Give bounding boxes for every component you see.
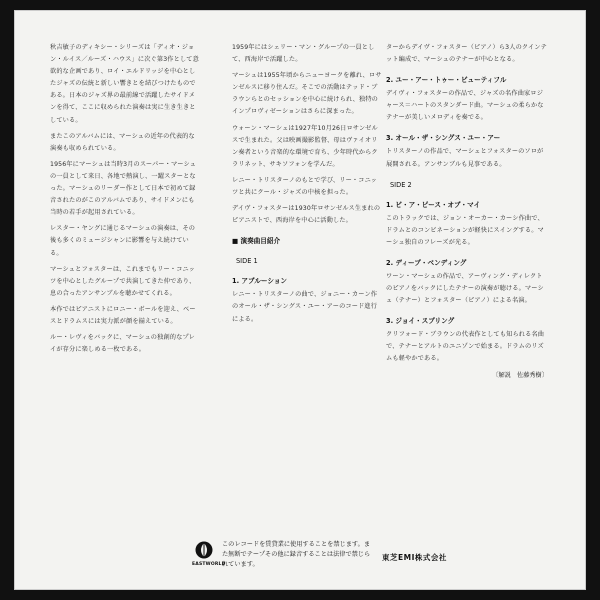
side-1-label: SIDE 1 — [236, 257, 258, 266]
track-description: ワーン・マーシュの作品で、アーヴィング・ディレクトのピアノをバックにしたテナーの演奏が聴ける。マーシュ（テナー）とフォスター（ピアノ）による名演。 — [386, 272, 544, 305]
column-2 — [232, 42, 382, 330]
rental-notice: このレコードを賃貸業に使用することを禁じます。また無断でテープその他に録音することは法律で禁じられています。 — [222, 541, 371, 568]
track-description: トリスターノの作品で、マーシュとフォスターのソロが展開される。アンサンブルも見事である。 — [386, 148, 544, 168]
paragraph: ウォーン・マーシュは1927年10月26日ロサンゼルスで生まれた。父は映画撮影監督、母はヴァイオリン奏者という音楽的な環境で育ち、少年時代からクラリネット、サキソフォンを学んだ。 — [232, 124, 378, 168]
track-title: 3. ジョイ・スプリング — [386, 317, 455, 326]
column-1 — [50, 42, 200, 360]
logo-wordmark: EASTWORLD — [192, 562, 226, 567]
paragraph: マーシュは1955年頃からニューヨークを離れ、ロサンゼルスに移り住んだ。そこでの活動はテッド・ブラウンらとのセッションを中心に続けられ、独特のインプロヴィゼーションはさらに深まった。 — [232, 72, 382, 116]
liner-notes-sheet — [14, 10, 586, 590]
track-title: 1. ビ・ア・ピース・オブ・マイ — [386, 200, 481, 209]
paragraph: ルー・レヴィをバックに、マーシュの独創的なプレイが存分に楽しめる一枚である。 — [50, 334, 195, 354]
track-description: レニー・トリスターノの曲で、ジョニー・カーン作のオール・ザ・シングス・ユー・アーのコード進行による。 — [232, 291, 378, 323]
record-label: 東芝EMI株式会社 — [382, 553, 447, 562]
column-3 — [386, 42, 548, 382]
paragraph: 秋吉敏子のディキシー・シリーズは「ディオ・ジョン・ルイス／ルーズ・ハウス」に次ぐ第3作として意欲的な企画であり、ロイ・エルドリッジを中心としたジャズの伝統と新しい響きとを結びつけたものである。日本のジャズ界の最前線で活躍したサイドメンを得て、ここに収められた演奏は実に生き生きとしている。 — [50, 44, 199, 124]
paragraph: 1956年にマーシュは当時3月のスーパー・マーシュの一員として来日、各地で熱演し、一躍スターとなった。マーシュのリーダー作として日本で初めて録音されたのがこのアルバムであり、サイドメンにも当時の若手が起用されている。 — [50, 160, 197, 217]
paragraph: デイヴ・フォスターは1930年ロサンゼルス生まれのピアニストで、西海岸を中心に活動した。 — [232, 205, 381, 225]
track-description: このトラックでは、ジョン・オーカー・カーシ作曲で、ドラムとのコンビネーションが軽快にスイングする。マーシュ独自のフレーズが光る。 — [386, 214, 544, 246]
footer — [192, 540, 472, 570]
paragraph: 本作ではピアニストにロニー・ボールを迎え、ベースとドラムスには実力派が顔を揃えている。 — [50, 305, 196, 325]
paragraph: 1959年にはシェリー・マン・グループの一員として、西海岸で活躍した。 — [232, 44, 375, 64]
liner-credit: 〔解説 佐藤秀樹〕 — [492, 371, 548, 379]
track-title: 3. オール・ザ・シングス・ユー・アー — [386, 134, 501, 143]
paragraph: ターからデイヴ・フォスター（ピアノ）ら3人のクインテット編成で、マーシュのテナーが中心となる。 — [386, 44, 547, 64]
paragraph: マーシュとフォスターは、これまでもリー・コニッツを中心としたグループで共演してきた仲であり、息の合ったアンサンブルを聴かせてくれる。 — [50, 265, 196, 297]
track-description: デイヴィ・フォスターの作品で、ジャズの名作曲家ロジャース＝ハートのスタンダード曲。マーシュの柔らかなテナーが美しいメロディを奏でる。 — [386, 90, 544, 122]
track-title: 2. ユー・アー・トゥー・ビューティフル — [386, 76, 507, 85]
track-description: クリフォード・ブラウンの代表作としても知られる名曲で、テナーとアルトのユニゾンで始まる。ドラムのリズムも軽やかである。 — [386, 331, 545, 363]
section-title: ■ 演奏曲目紹介 — [232, 237, 281, 246]
paragraph: レニー・トリスターノのもとで学び、リー・コニッツと共にクール・ジャズの中核を担った。 — [232, 176, 378, 197]
paragraph: またこのアルバムには、マーシュの近年の代表的な演奏も収められている。 — [50, 132, 195, 152]
track-title: 2. ディープ・ベンディング — [386, 258, 467, 267]
paragraph: レスター・ヤングに通じるマーシュの演奏は、その後も多くのミュージシャンに影響を与え続けている。 — [50, 225, 196, 257]
track-title: 1. アブルーション — [232, 277, 288, 286]
side-2-label: SIDE 2 — [390, 180, 412, 189]
